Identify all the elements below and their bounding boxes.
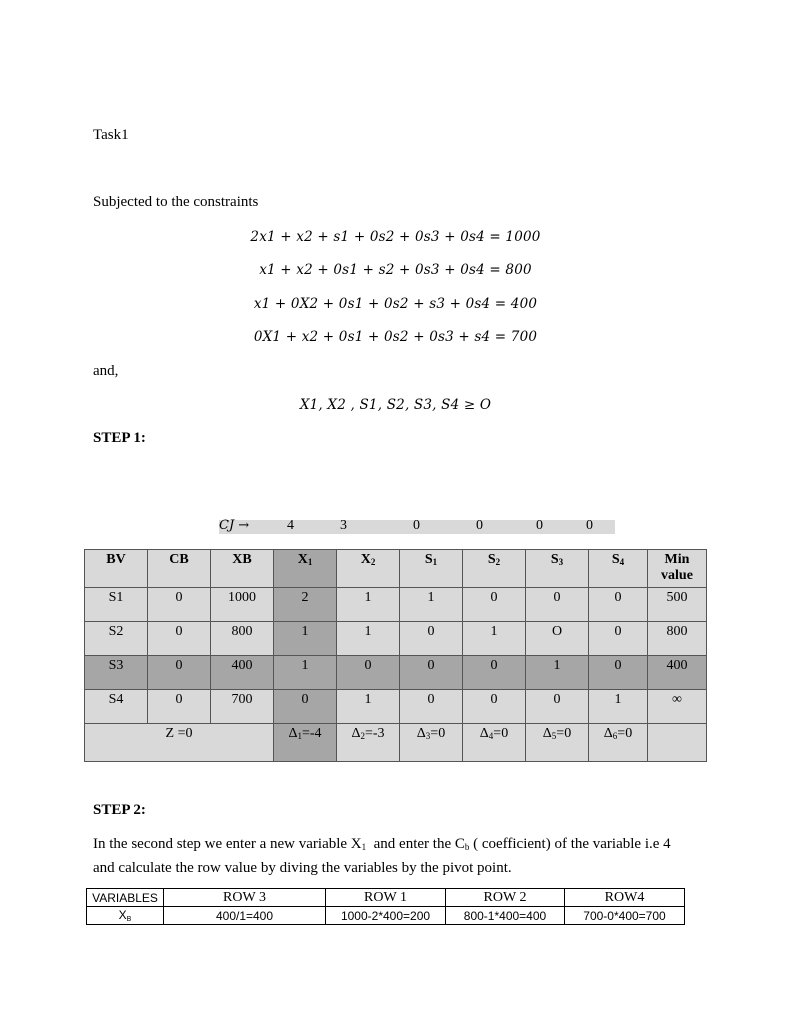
cell-s2: 0 [463,656,526,690]
delta-symbol: Δ [288,726,298,741]
cell-s1: 1 [400,588,463,622]
table-cell: 400/1=400 [164,907,326,925]
header-text: S [550,552,559,567]
table-header-row [85,550,707,588]
step2-heading: STEP 2: [93,802,146,818]
header-row1: ROW 1 [326,889,446,907]
header-s3 [526,550,589,588]
cell-xb: 1000 [211,588,274,622]
delta-value: =-4 [301,726,322,741]
header-subscript: 1 [307,557,313,567]
cell-s1: 0 [400,690,463,724]
step2-text: and enter the C [366,836,465,852]
header-row2: ROW 2 [446,889,565,907]
constraint-equation-3: x1 + 0X2 + 0s1 + 0s2 + s3 + 0s4 = 400 [253,296,538,312]
delta-value: =0 [617,726,633,741]
cell-xb: 700 [211,690,274,724]
header-text: S [487,552,496,567]
cell-x2: 0 [337,656,400,690]
cell-s2: 0 [463,690,526,724]
cell-x2: 1 [337,622,400,656]
cell-s3: 0 [526,588,589,622]
step2-subscript: b [464,842,470,852]
task-title: Task1 [93,127,129,143]
header-text: X [297,552,308,567]
cell-cb: 0 [148,588,211,622]
cell-x2: 1 [337,690,400,724]
cj-row [219,520,615,534]
non-negativity-condition: X1, X2 , S1, S2, S3, S4 ≥ O [299,397,492,413]
step1-heading: STEP 1: [93,430,146,446]
row-label-xb [87,907,164,925]
header-x1 [274,550,337,588]
cell-s3: 1 [526,656,589,690]
header-s4 [589,550,648,588]
cell-xb: 400 [211,656,274,690]
table-header-row [87,889,685,907]
step2-paragraph [93,834,713,879]
delta-subscript: 3 [425,731,431,741]
delta-cell [463,724,526,762]
table-row [85,690,707,724]
delta-subscript: 4 [488,731,494,741]
header-bv: BV [85,550,148,588]
delta-symbol: Δ [542,726,552,741]
delta-value: =-3 [364,726,385,741]
empty-cell [648,724,707,762]
cj-value: 0 [536,518,543,533]
cj-value: 4 [287,518,294,533]
table-cell: 700-0*400=700 [565,907,685,925]
delta-cell [274,724,337,762]
cell-cb: 0 [148,690,211,724]
cell-s4: 0 [589,656,648,690]
z-value: Z =0 [85,724,274,762]
delta-subscript: 1 [297,731,302,741]
cell-s3: O [526,622,589,656]
cell-min: ∞ [648,690,707,724]
header-text: X [360,552,371,567]
cell-cb: 0 [148,622,211,656]
delta-symbol: Δ [416,726,426,741]
cj-value: 0 [413,518,420,533]
step2-text: ( coefficient) of the variable i.e 4 [469,836,671,852]
step2-subscript: 1 [361,842,367,852]
cell-xb: 800 [211,622,274,656]
and-text: and, [93,363,119,379]
header-row3: ROW 3 [164,889,326,907]
delta-symbol: Δ [351,726,361,741]
delta-value: =0 [430,726,446,741]
delta-symbol: Δ [479,726,489,741]
row-label-text: X [118,908,127,922]
step2-text: and calculate the row value by diving the variables by the pivot point. [93,860,512,876]
cell-min: 800 [648,622,707,656]
row-label-subscript: B [126,916,132,923]
header-min-value: Min value [648,550,707,588]
header-xb: XB [211,550,274,588]
cell-x1: 2 [274,588,337,622]
constraint-equation-2: x1 + x2 + 0s1 + s2 + 0s3 + 0s4 = 800 [259,262,532,278]
delta-cell [526,724,589,762]
z-row [85,724,707,762]
cell-s4: 0 [589,588,648,622]
cj-value: 0 [476,518,483,533]
header-variables: VARIABLES [87,889,164,907]
constraint-equation-1: 2x1 + x2 + s1 + 0s2 + 0s3 + 0s4 = 1000 [250,229,541,245]
table-row [85,622,707,656]
delta-subscript: 2 [360,731,365,741]
header-s2 [463,550,526,588]
delta-cell [589,724,648,762]
pivot-row [85,656,707,690]
delta-cell [337,724,400,762]
cell-bv: S1 [85,588,148,622]
header-text: S [611,552,620,567]
step2-text: In the second step we enter a new variable X [93,836,362,852]
delta-subscript: 6 [612,731,618,741]
header-subscript: 1 [432,557,438,567]
cell-cb: 0 [148,656,211,690]
table-row [87,907,685,925]
cell-x2: 1 [337,588,400,622]
table-cell: 800-1*400=400 [446,907,565,925]
delta-subscript: 5 [551,731,557,741]
header-subscript: 4 [619,557,625,567]
header-s1 [400,550,463,588]
cell-s1: 0 [400,622,463,656]
constraint-equation-4: 0X1 + x2 + 0s1 + 0s2 + 0s3 + s4 = 700 [253,329,538,345]
delta-symbol: Δ [603,726,613,741]
cell-bv: S2 [85,622,148,656]
delta-value: =0 [493,726,509,741]
header-cb: CB [148,550,211,588]
header-subscript: 2 [495,557,501,567]
cj-value: 3 [340,518,347,533]
variables-table [86,888,685,925]
pivot-element: 1 [274,656,337,690]
cell-s2: 1 [463,622,526,656]
header-subscript: 3 [558,557,564,567]
table-cell: 1000-2*400=200 [326,907,446,925]
delta-value: =0 [556,726,572,741]
cell-s2: 0 [463,588,526,622]
cell-s1: 0 [400,656,463,690]
cj-label: CJ → [219,518,250,533]
cj-value: 0 [586,518,593,533]
cell-x1: 0 [274,690,337,724]
cell-bv: S4 [85,690,148,724]
header-row4: ROW4 [565,889,685,907]
table-row [85,588,707,622]
cell-s3: 0 [526,690,589,724]
simplex-table [84,549,707,762]
cell-min: 400 [648,656,707,690]
cell-x1: 1 [274,622,337,656]
header-x2 [337,550,400,588]
delta-cell [400,724,463,762]
cell-s4: 1 [589,690,648,724]
header-text: S [424,552,433,567]
cell-bv: S3 [85,656,148,690]
cell-s4: 0 [589,622,648,656]
constraints-intro: Subjected to the constraints [93,194,259,210]
cell-min: 500 [648,588,707,622]
header-subscript: 2 [370,557,376,567]
